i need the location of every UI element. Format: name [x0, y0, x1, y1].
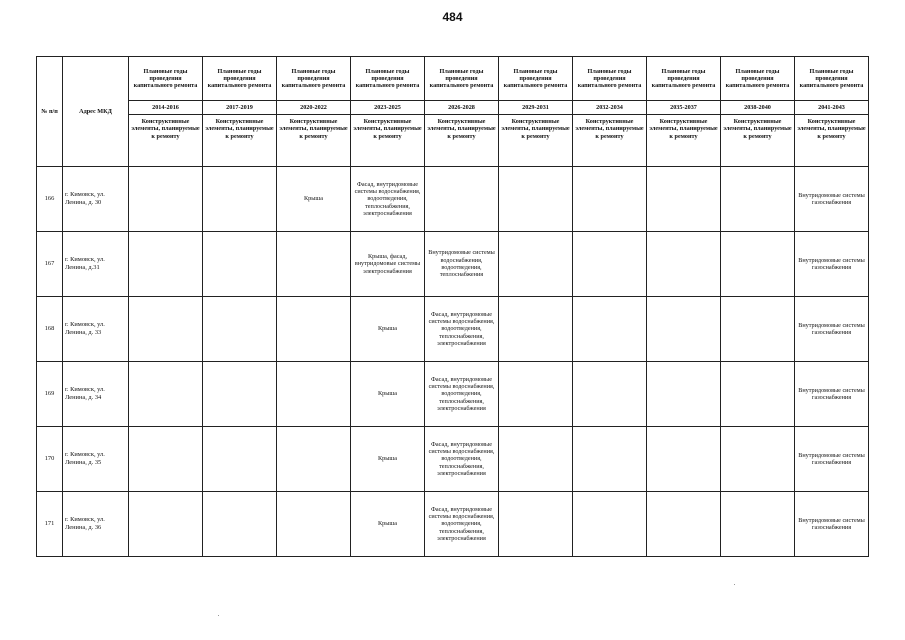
repair-cell — [425, 167, 499, 232]
year-range: 2023-2025 — [351, 101, 425, 115]
repair-cell: Внутридомовые системы газоснабжения — [795, 167, 869, 232]
repair-cell: Фасад, внутридомовые системы водоснабжения, водоотведения, теплоснабжения, электроснабжения — [425, 362, 499, 427]
year-range: 2026-2028 — [425, 101, 499, 115]
header-row-plan — [37, 57, 869, 101]
table-row — [37, 167, 869, 232]
repair-cell — [277, 362, 351, 427]
plan-years-header: Плановые годы проведения капитального ремонта — [129, 57, 203, 101]
table-row — [37, 232, 869, 297]
repair-cell — [203, 232, 277, 297]
repair-cell — [573, 427, 647, 492]
scan-speck — [218, 615, 219, 616]
repair-cell — [721, 167, 795, 232]
table-row — [37, 492, 869, 557]
repair-cell — [203, 362, 277, 427]
repair-cell: Крыша — [277, 167, 351, 232]
address-column-header: Адрес МКД — [63, 57, 129, 167]
repair-cell — [277, 427, 351, 492]
repair-cell — [573, 492, 647, 557]
repair-cell — [499, 492, 573, 557]
row-number: 166 — [37, 167, 63, 232]
year-range: 2035-2037 — [647, 101, 721, 115]
repair-cell: Внутридомовые системы газоснабжения — [795, 492, 869, 557]
elements-header: Конструктивные элементы, планируемые к ремонту — [277, 115, 351, 167]
repair-cell: Фасад, внутридомовые системы водоснабжения, водоотведения, теплоснабжения, электроснабжения — [351, 167, 425, 232]
plan-years-header: Плановые годы проведения капитального ремонта — [277, 57, 351, 101]
plan-years-header: Плановые годы проведения капитального ремонта — [573, 57, 647, 101]
row-address: г. Кимовск, ул. Ленина, д. 35 — [63, 427, 129, 492]
year-range: 2032-2034 — [573, 101, 647, 115]
repair-cell — [499, 362, 573, 427]
row-number: 169 — [37, 362, 63, 427]
row-address: г. Кимовск, ул. Ленина, д. 36 — [63, 492, 129, 557]
row-number: 168 — [37, 297, 63, 362]
repair-cell — [647, 427, 721, 492]
plan-years-header: Плановые годы проведения капитального ремонта — [499, 57, 573, 101]
year-range: 2017-2019 — [203, 101, 277, 115]
row-number: 170 — [37, 427, 63, 492]
plan-years-header: Плановые годы проведения капитального ремонта — [647, 57, 721, 101]
repair-cell — [573, 232, 647, 297]
repair-cell — [203, 492, 277, 557]
repair-cell: Фасад, внутридомовые системы водоснабжения, водоотведения, теплоснабжения, электроснабжения — [425, 297, 499, 362]
table-row — [37, 427, 869, 492]
plan-years-header: Плановые годы проведения капитального ремонта — [203, 57, 277, 101]
repair-cell: Крыша — [351, 492, 425, 557]
elements-header: Конструктивные элементы, планируемые к ремонту — [129, 115, 203, 167]
repair-cell: Внутридомовые системы газоснабжения — [795, 362, 869, 427]
repair-cell — [721, 362, 795, 427]
repair-cell — [647, 492, 721, 557]
row-address: г. Кимовск, ул. Ленина, д. 30 — [63, 167, 129, 232]
row-address: г. Кимовск, ул. Ленина, д.31 — [63, 232, 129, 297]
elements-header: Конструктивные элементы, планируемые к ремонту — [351, 115, 425, 167]
repair-cell — [573, 167, 647, 232]
repair-cell — [721, 427, 795, 492]
repair-cell: Крыша, фасад, внутридомовые системы электроснабжения — [351, 232, 425, 297]
repair-cell — [721, 297, 795, 362]
elements-header: Конструктивные элементы, планируемые к ремонту — [425, 115, 499, 167]
repair-cell — [277, 492, 351, 557]
row-number: 167 — [37, 232, 63, 297]
plan-years-header: Плановые годы проведения капитального ремонта — [425, 57, 499, 101]
repair-cell — [499, 167, 573, 232]
elements-header: Конструктивные элементы, планируемые к ремонту — [573, 115, 647, 167]
elements-header: Конструктивные элементы, планируемые к ремонту — [795, 115, 869, 167]
repair-cell: Внутридомовые системы газоснабжения — [795, 427, 869, 492]
plan-years-header: Плановые годы проведения капитального ремонта — [721, 57, 795, 101]
repair-cell — [129, 167, 203, 232]
repair-cell: Крыша — [351, 362, 425, 427]
capital-repair-table — [36, 56, 869, 557]
repair-cell: Внутридомовые системы газоснабжения — [795, 232, 869, 297]
repair-cell — [721, 232, 795, 297]
year-range: 2029-2031 — [499, 101, 573, 115]
plan-years-header: Плановые годы проведения капитального ремонта — [351, 57, 425, 101]
repair-cell: Крыша — [351, 427, 425, 492]
repair-cell — [573, 297, 647, 362]
elements-header: Конструктивные элементы, планируемые к ремонту — [203, 115, 277, 167]
repair-cell — [203, 167, 277, 232]
plan-years-header: Плановые годы проведения капитального ремонта — [795, 57, 869, 101]
row-address: г. Кимовск, ул. Ленина, д. 34 — [63, 362, 129, 427]
repair-cell — [573, 362, 647, 427]
repair-cell — [129, 297, 203, 362]
repair-cell — [203, 297, 277, 362]
number-column-header: № п/п — [37, 57, 63, 167]
elements-header: Конструктивные элементы, планируемые к ремонту — [647, 115, 721, 167]
repair-cell — [129, 427, 203, 492]
repair-cell — [129, 492, 203, 557]
repair-cell — [499, 232, 573, 297]
header-row-years — [37, 101, 869, 115]
page-number: 484 — [442, 10, 463, 24]
repair-cell: Фасад, внутридомовые системы водоснабжения, водоотведения, теплоснабжения, электроснабжения — [425, 427, 499, 492]
elements-header: Конструктивные элементы, планируемые к ремонту — [721, 115, 795, 167]
row-address: г. Кимовск, ул. Ленина, д. 33 — [63, 297, 129, 362]
repair-cell — [277, 232, 351, 297]
repair-cell — [499, 427, 573, 492]
repair-cell — [721, 492, 795, 557]
scan-speck — [734, 584, 735, 585]
repair-cell — [499, 297, 573, 362]
repair-cell: Внутридомовые системы водоснабжения, водоотведения, теплоснабжения — [425, 232, 499, 297]
repair-cell: Крыша — [351, 297, 425, 362]
repair-cell — [647, 232, 721, 297]
table-row — [37, 362, 869, 427]
year-range: 2038-2040 — [721, 101, 795, 115]
year-range: 2041-2043 — [795, 101, 869, 115]
repair-cell — [647, 167, 721, 232]
year-range: 2020-2022 — [277, 101, 351, 115]
repair-cell — [129, 232, 203, 297]
table-row — [37, 297, 869, 362]
repair-cell — [647, 297, 721, 362]
header-row-elements — [37, 115, 869, 167]
year-range: 2014-2016 — [129, 101, 203, 115]
repair-cell: Фасад, внутридомовые системы водоснабжения, водоотведения, теплоснабжения, электроснабжения — [425, 492, 499, 557]
row-number: 171 — [37, 492, 63, 557]
repair-cell: Внутридомовые системы газоснабжения — [795, 297, 869, 362]
repair-cell — [277, 297, 351, 362]
repair-cell — [203, 427, 277, 492]
elements-header: Конструктивные элементы, планируемые к ремонту — [499, 115, 573, 167]
repair-cell — [647, 362, 721, 427]
repair-cell — [129, 362, 203, 427]
